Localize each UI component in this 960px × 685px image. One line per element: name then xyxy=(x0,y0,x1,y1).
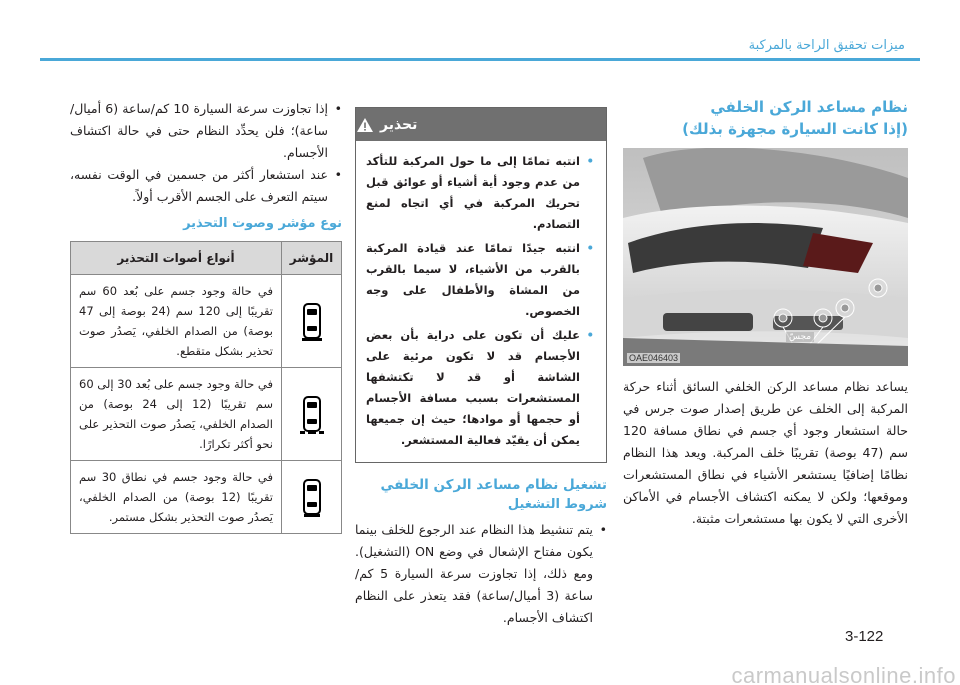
car-rear-illustration xyxy=(623,148,908,366)
operation-conditions-subtitle: شروط التشغيل xyxy=(507,497,607,512)
column-header-indicator: المؤشر xyxy=(282,242,342,275)
indicator-cell xyxy=(282,461,342,534)
warning-item: • انتبه تمامًا إلى ما حول المركبة للتأكد من عدم وجود أية أشياء أو عوائق قبل تحريك المركبة في أي اتجاه لمنع التصادم. xyxy=(366,151,594,235)
system-description-paragraph: يساعد نظام مساعد الركن الخلفي السائق أثناء حركة المركبة إلى الخلف عن طريق إصدار صوت جرس في حالة استشعار وجود أي جسم في نطاق مسافة 120 سم (47 بوصة) تقريبًا خلف المركبة. ويعد هذا النظام نظامًا إضافيًا يستشعر الأشياء في نطاق المستشعرات وموقعها؛ ولكن لا يمكنه اكتشاف الأجسام في الأماكن الأخرى التي لا يكون بها مستشعرات مثبتة. xyxy=(623,379,908,526)
table-row xyxy=(71,461,342,534)
middle-column xyxy=(355,107,607,629)
warning-list xyxy=(356,141,606,462)
indicator-description: في حالة وجود جسم في نطاق 30 سم تقريبًا (12 بوصة) من الصدام الخلفي، يَصدُر صوت التحذير بشكل مستمر. xyxy=(71,461,282,534)
car-rear-photo xyxy=(623,148,908,366)
title-line-2: (إذا كانت السيارة مجهزة بذلك) xyxy=(682,120,908,138)
warning-header xyxy=(356,108,606,141)
car-rear-sensor-far-icon xyxy=(301,300,323,342)
indicator-description: في حالة وجود جسم على بُعد 60 سم تقريبًا إلى 120 سم (24 بوصة إلى 47 بوصة) من الصدام الخلفي، يَصدُر صوت تحذير بشكل متقطع. xyxy=(71,275,282,368)
condition-item: • عند استشعار أكثر من جسمين في الوقت نفسه، سيتم التعرف على الجسم الأقرب أولاً. xyxy=(70,164,342,208)
indicator-cell xyxy=(282,275,342,368)
operation-list xyxy=(355,519,607,629)
warning-item: • انتبه جيدًا تمامًا عند قيادة المركبة بالقرب من الأشياء، لا سيما بالقرب من المشاة والأطفال على وجه الخصوص. xyxy=(366,238,594,322)
photo-reference-code: OAE046403 xyxy=(629,353,679,363)
column-header-description: أنواع أصوات التحذير xyxy=(71,242,282,275)
car-rear-sensor-near-icon xyxy=(301,476,323,518)
table-row xyxy=(71,368,342,461)
watermark: carmanualsonline.info xyxy=(731,663,956,685)
right-column xyxy=(623,96,908,530)
condition-item: • إذا تجاوزت سرعة السيارة 10 كم/ساعة (6 أميال/ساعة)؛ فلن يحدِّد النظام حتى في حالة اكتشاف الأجسام. xyxy=(70,98,342,164)
car-rear-sensor-mid-icon xyxy=(299,393,325,435)
operation-title: تشغيل نظام مساعد الركن الخلفي xyxy=(380,477,607,493)
warning-item: • عليك أن تكون على دراية بأن بعض الأجسام قد لا تكون مرئية على الشاشة أو قد لا تكتشفها المستشعرات بسبب مسافة الأجسام أو حجمها أو موادها؛ حيث إن جميعها يمكن أن يقيّد فعالية المستشعر. xyxy=(366,325,594,451)
left-column xyxy=(70,98,342,534)
sensor-callout-label: مجسّ xyxy=(786,332,814,342)
rear-parking-assist-title xyxy=(623,96,908,140)
operation-item: • يتم تنشيط هذا النظام عند الرجوع للخلف بينما يكون مفتاح الإشعال في وضع ON (التشغيل). ومع ذلك، إذا تجاوزت سرعة السيارة 5 كم/ساعة (3 أميال/ساعة) فقد يتعذر على النظام اكتشاف الأجسام. xyxy=(355,519,607,629)
warning-triangle-icon xyxy=(356,117,374,133)
table-row xyxy=(71,275,342,368)
indicator-description: في حالة وجود جسم على بُعد 30 إلى 60 سم تقريبًا (12 إلى 24 بوصة) من الصدام الخلفي، يَصدُر صوت التحذير على نحو أكثر تكرارًا. xyxy=(71,368,282,461)
warning-indicator-table xyxy=(70,241,342,534)
conditions-list-continued xyxy=(70,98,342,208)
table-header-row xyxy=(71,242,342,275)
indicator-cell xyxy=(282,368,342,461)
warning-box xyxy=(355,107,607,463)
page-number: 3-122 xyxy=(845,628,884,645)
title-line-1: نظام مساعد الركن الخلفي xyxy=(710,98,908,116)
header-rule xyxy=(40,58,920,61)
section-header-title: ميزات تحقيق الراحة بالمركبة xyxy=(748,38,905,53)
warning-heading-text: تحذير xyxy=(380,116,418,133)
indicator-table-title: نوع مؤشر وصوت التحذير xyxy=(183,216,342,231)
